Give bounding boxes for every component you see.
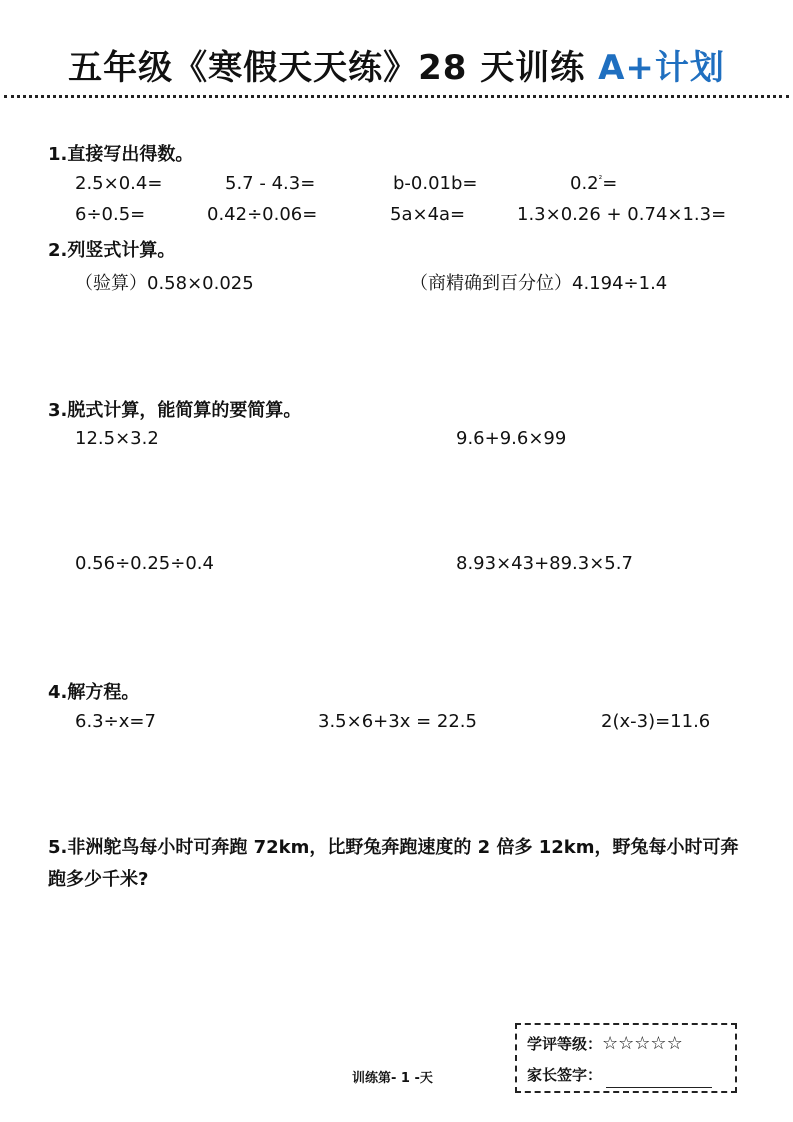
q1-item-7: 5a×4a= xyxy=(390,204,466,225)
question-1-heading: 1.直接写出得数。 xyxy=(48,144,194,165)
q1-item-4-equals: = xyxy=(602,173,618,194)
evaluation-box xyxy=(515,1023,737,1093)
q2-item-1: （验算）0.58×0.025 xyxy=(75,273,254,294)
title-accent: A+计划 xyxy=(598,48,725,88)
q3-item-3: 0.56÷0.25÷0.4 xyxy=(75,553,214,574)
q3-item-2: 9.6+9.6×99 xyxy=(456,428,567,449)
question-4-heading: 4.解方程。 xyxy=(48,682,140,703)
q4-item-2: 3.5×6+3x = 22.5 xyxy=(318,711,477,732)
q3-item-1: 12.5×3.2 xyxy=(75,428,159,449)
title-main: 五年级《寒假天天练》28 天训练 xyxy=(68,48,599,88)
signature-line xyxy=(606,1069,712,1088)
q1-item-3: b-0.01b= xyxy=(393,173,478,194)
q1-item-5: 6÷0.5= xyxy=(75,204,146,225)
day-label: 训练第- 1 -天 xyxy=(352,1071,433,1086)
question-5-text: 5.非洲鸵鸟每小时可奔跑 72km，比野兔奔跑速度的 2 倍多 12km，野兔每小时可奔跑多少千米? xyxy=(48,837,739,890)
question-2-heading: 2.列竖式计算。 xyxy=(48,240,176,261)
q3-item-4: 8.93×43+89.3×5.7 xyxy=(456,553,633,574)
signature-row xyxy=(527,1064,712,1088)
q1-item-1: 2.5×0.4= xyxy=(75,173,163,194)
q4-item-1: 6.3÷x=7 xyxy=(75,711,156,732)
q1-item-2: 5.7 - 4.3= xyxy=(225,173,316,194)
signature-label: 家长签字： xyxy=(527,1066,603,1084)
rating-label: 学评等级： xyxy=(527,1035,603,1053)
q1-item-6: 0.42÷0.06= xyxy=(207,204,318,225)
dotted-divider xyxy=(4,95,789,98)
q1-item-4-exponent: ² xyxy=(598,175,603,185)
rating-stars-icon: ☆☆☆☆☆ xyxy=(602,1033,683,1054)
q1-item-8: 1.3×0.26 + 0.74×1.3= xyxy=(517,204,727,225)
q1-item-4 xyxy=(570,173,617,194)
page-title xyxy=(0,40,793,89)
q1-item-4-base: 0.2 xyxy=(570,173,599,194)
q4-item-3: 2(x-3)=11.6 xyxy=(601,711,711,732)
q2-item-2: （商精确到百分位）4.194÷1.4 xyxy=(410,273,668,294)
question-3-heading: 3.脱式计算，能简算的要简算。 xyxy=(48,400,302,421)
rating-row xyxy=(527,1033,683,1054)
